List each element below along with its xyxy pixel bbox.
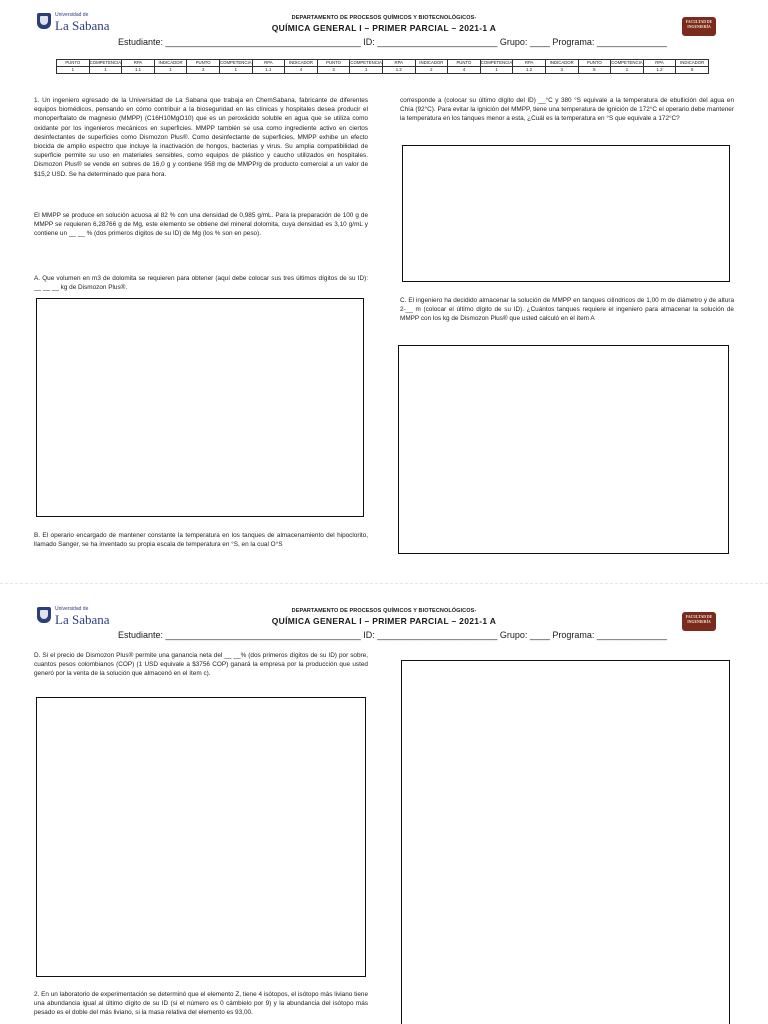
question-2-text: 2. En un laboratorio de experimentación se determinó que el elemento Z, tiene 4 isótopos, el isótopo más liviano tiene una abundancia igual al último dígito de su ID (si el número es 0 cámbielo por 9) y la abundancia del isótopo más pesado es el doble del más liviano, si la masa relativa del elemento es 93,00. — [34, 991, 368, 1017]
rubric-value-cell: 1.1 — [122, 67, 155, 74]
answer-box-d[interactable] — [36, 697, 366, 977]
logo-big-text: La Sabana — [55, 612, 110, 627]
rubric-value-cell: 1.1 — [252, 67, 285, 74]
faculty-badge — [682, 612, 716, 631]
question-c-text: C. El ingeniero ha decidido almacenar la solución de MMPP en tanques cilíndricos de 1,00 m de diámetro y de altura 2-__ m (colocar el último dígito de su ID). ¿Cuántos tanques requiere el ingeniero para almacenar la solución de MMPP con los kg de Dismozon Plus® que usted calculó en el ítem A — [400, 297, 734, 323]
faculty-badge-line1: FACULTAD DE — [685, 615, 713, 619]
rubric-header-cell: PUNTO — [57, 60, 90, 67]
rubric-value-cell: 2 — [187, 67, 220, 74]
rubric-value-cell: 1 — [350, 67, 383, 74]
answer-box-b[interactable] — [402, 145, 730, 282]
answer-box-a[interactable] — [36, 298, 364, 517]
rubric-value-cell: 1.2 — [513, 67, 546, 74]
faculty-badge-line1: FACULTAD DE — [685, 20, 713, 24]
rubric-header-cell: INDICADOR — [154, 60, 187, 67]
question-a-text: A. Que volumen en m3 de dolomita se requieren para obtener (aquí debe colocar sus tres últimos dígitos de su ID): __ __ __ kg de Dismozon Plus®. — [34, 275, 368, 292]
answer-box-c[interactable] — [398, 345, 729, 554]
rubric-value-cell: 1 — [480, 67, 513, 74]
exam-title: QUÍMICA GENERAL I – PRIMER PARCIAL – 2021-1 A — [271, 616, 497, 626]
rubric-header-cell: COMPETENCIA — [220, 60, 252, 66]
rubric-header-cell: PUNTO — [578, 60, 611, 67]
faculty-badge-line2: INGENIERÍA — [687, 619, 711, 624]
question-1-intro-2: El MMPP se produce en solución acuosa al 82 % con una densidad de 0,985 g/mL. Para la preparación de 100 g de MMPP se requieren 6,28766 g de Mg, este elemento se obtiene del mineral dolomita, cuya densidad es 3,10 g/mL y contiene un __ __ % (dos primeros dígitos de su ID) de Mg (los % son en peso). — [34, 212, 368, 238]
rubric-header-cell: RPA — [382, 60, 415, 67]
rubric-value-cell: 1 — [154, 67, 187, 74]
rubric-value-cell: 1 — [611, 67, 644, 74]
question-1-intro: 1. Un ingeniero egresado de la Universidad de La Sabana que trabaja en ChemSabana, fabricante de diferentes equipos biomédicos, pensando en cómo contribuir a la bioseguridad en las clínicas y hospitales desea producir el monoperftalato de magnesio (MMPP) (C16H10MgO10) que es un peroxácido soluble en agua que se utiliza como oxidante por los ingenieros mecánicos en superficies. MMPP también se usa como ingrediente activo en ciertos desinfectantes de superficies como Dismozon Plus®. Como desinfectante de superficies, MMPP exhibe un efecto biocida de amplio espectro que incluye la inactivación de hongos, bacterias y virus. Su amplia compatibilidad de superficie permite su uso en materiales sensibles, como equipos de plástico y caucho utilizados en hospitales. Dismozon Plus® se vende en sobres de 16,0 g y contiene 958 mg de MMPP/g de producto comercial a un valor de $15,2 USD. Se ha determinado que para hora. — [34, 97, 368, 178]
header-page-2 — [0, 600, 768, 646]
rubric-header-cell: INDICADOR — [415, 60, 448, 67]
rubric-header-cell: RPA — [643, 60, 676, 67]
rubric-value-cell: 1.2 — [382, 67, 415, 74]
rubric-header-cell: COMPETENCIA — [611, 60, 643, 66]
student-info-line: Estudiante: _______________________________________ ID: ________________________ Grupo: ____ Programa: ______________ — [118, 630, 667, 640]
rubric-value-cell: 1.2 — [643, 67, 676, 74]
university-seal-icon — [37, 13, 51, 29]
rubric-value-cell: 1 — [57, 67, 90, 74]
rubric-header-row — [57, 60, 709, 67]
exam-title: QUÍMICA GENERAL I – PRIMER PARCIAL – 2021-1 A — [271, 23, 497, 33]
rubric-value-cell: 4 — [448, 67, 481, 74]
rubric-value-cell: 4 — [285, 67, 318, 74]
rubric-value-cell: 5 — [578, 67, 611, 74]
question-d-text: D. Si el precio de Dismozon Plus® permite una ganancia neta del __ __% (dos primeros dígitos de su ID) por sobre, cuantos pesos colombianos (COP) (1 USD equivale a $3756 COP) ganará la empresa por la producción que usted generó por la venta de la solución que almacenó en el ítem c). — [34, 652, 368, 678]
answer-box-right-page-2[interactable] — [401, 660, 730, 1024]
logo-small-text: Universidad de — [55, 606, 89, 612]
rubric-values-row — [57, 67, 709, 74]
faculty-badge-line2: INGENIERÍA — [687, 24, 711, 29]
rubric-value-cell: 5 — [676, 67, 709, 74]
rubric-table — [56, 59, 709, 74]
logo-small-text: Universidad de — [55, 12, 89, 18]
faculty-badge — [682, 17, 716, 36]
rubric-header-cell: PUNTO — [317, 60, 350, 67]
department-title: DEPARTAMENTO DE PROCESOS QUÍMICOS Y BIOTECNOLÓGICOS- — [291, 15, 477, 21]
rubric-value-cell: 1 — [219, 67, 252, 74]
rubric-value-cell: 2 — [415, 67, 448, 74]
rubric-value-cell: 3 — [545, 67, 578, 74]
rubric-header-cell: COMPETENCIA — [480, 60, 513, 66]
rubric-header-cell: COMPETENCIA — [89, 60, 122, 66]
rubric-value-cell: 1 — [89, 67, 122, 74]
page-break — [0, 583, 768, 584]
header-page-1 — [0, 0, 768, 80]
rubric-header-cell: INDICADOR — [676, 60, 709, 67]
question-b-continuation: corresponde a (colocar su último dígito del ID) __°C y 380 °S equivale a la temperatura de ebullición del agua en Chía (92°C). Para evitar la ignición del MMPP, tiene una temperatura de ignición de 172°C el operario debe mantener la temperatura en los tanques menor a esta, ¿Cuál es la temperatura en °S que equivale a 172°C? — [400, 97, 734, 123]
rubric-header-cell: PUNTO — [448, 60, 481, 67]
student-info-line: Estudiante: _______________________________________ ID: ________________________ Grupo: ____ Programa: ______________ — [118, 37, 667, 47]
university-seal-icon — [37, 607, 51, 623]
rubric-header-cell: RPA — [252, 60, 285, 67]
logo-big-text: La Sabana — [55, 18, 110, 33]
rubric-header-cell: PUNTO — [187, 60, 220, 67]
rubric-header-cell: COMPETENCIA — [350, 60, 382, 66]
rubric-header-cell: INDICADOR — [545, 60, 578, 67]
rubric-header-cell: RPA — [513, 60, 546, 67]
department-title: DEPARTAMENTO DE PROCESOS QUÍMICOS Y BIOTECNOLÓGICOS- — [291, 608, 477, 614]
rubric-header-cell: RPA — [122, 60, 155, 67]
rubric-header-cell: INDICADOR — [285, 60, 318, 67]
question-b-text: B. El operario encargado de mantener constante la temperatura en los tanques de almacenamiento del hipoclorito, llamado Sanger, se ha inventado su propia escala de temperatura en °S, en la cual O°S — [34, 532, 368, 549]
rubric-value-cell: 3 — [317, 67, 350, 74]
